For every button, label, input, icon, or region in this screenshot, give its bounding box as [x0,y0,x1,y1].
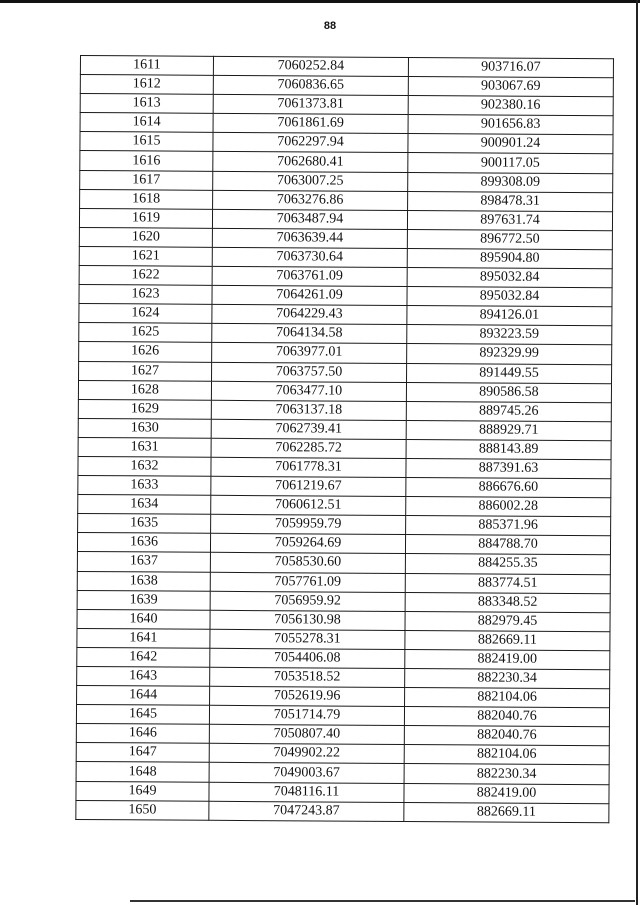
y-coordinate-cell: 883774.51 [405,573,610,593]
table-row [78,495,611,517]
table-row [78,399,611,421]
point-number-cell: 1617 [80,170,213,190]
x-coordinate-cell: 7061373.81 [213,95,408,115]
table-row [80,75,613,97]
y-coordinate-cell: 889745.26 [406,401,611,421]
table-row [80,56,613,78]
y-coordinate-cell: 891449.55 [407,363,612,383]
y-coordinate-cell: 884788.70 [405,535,610,555]
x-coordinate-cell: 7061219.67 [211,476,406,496]
y-coordinate-cell: 882419.00 [404,783,609,803]
point-number-cell: 1620 [79,227,212,247]
y-coordinate-cell: 887391.63 [406,458,611,478]
table-row [76,705,609,727]
point-number-cell: 1613 [80,94,213,114]
x-coordinate-cell: 7063761.09 [212,266,407,286]
y-coordinate-cell: 883348.52 [405,592,610,612]
table-row [79,285,612,307]
page-bottom-border [130,900,635,902]
point-number-cell: 1647 [76,743,209,763]
y-coordinate-cell: 901656.83 [408,115,613,135]
point-number-cell: 1645 [76,705,209,725]
x-coordinate-cell: 7063137.18 [211,400,406,420]
y-coordinate-cell: 895032.84 [407,268,612,288]
page-number: 88 [323,20,337,32]
y-coordinate-cell: 898478.31 [408,191,613,211]
table-row [77,552,610,574]
y-coordinate-cell: 882104.06 [404,745,609,765]
point-number-cell: 1650 [76,800,209,820]
table-row [78,514,611,536]
y-coordinate-cell: 892329.99 [407,344,612,364]
x-coordinate-cell: 7063977.01 [212,343,407,363]
y-coordinate-cell: 900117.05 [408,153,613,173]
y-coordinate-cell: 882040.76 [404,707,609,727]
x-coordinate-cell: 7059264.69 [210,534,405,554]
x-coordinate-cell: 7063639.44 [212,228,407,248]
x-coordinate-cell: 7050807.40 [209,725,404,745]
x-coordinate-cell: 7062680.41 [213,152,408,172]
y-coordinate-cell: 894126.01 [407,306,612,326]
table-row [79,227,612,249]
y-coordinate-cell: 886002.28 [406,497,611,517]
point-number-cell: 1648 [76,762,209,782]
x-coordinate-cell: 7055278.31 [210,629,405,649]
point-number-cell: 1619 [79,208,212,228]
point-number-cell: 1622 [79,266,212,286]
table-row [79,361,612,383]
point-number-cell: 1631 [78,437,211,457]
x-coordinate-cell: 7059959.79 [211,515,406,535]
y-coordinate-cell: 890586.58 [406,382,611,402]
table-row [77,571,610,593]
point-number-cell: 1625 [79,323,212,343]
x-coordinate-cell: 7064134.58 [212,324,407,344]
table-row [78,476,611,498]
point-number-cell: 1614 [80,113,213,133]
x-coordinate-cell: 7060612.51 [211,495,406,515]
table-row [78,418,611,440]
y-coordinate-cell: 895032.84 [407,287,612,307]
x-coordinate-cell: 7063276.86 [213,190,408,210]
point-number-cell: 1644 [77,686,210,706]
point-number-cell: 1621 [79,246,212,266]
table-row [79,342,612,364]
point-number-cell: 1615 [80,132,213,152]
table-row [80,132,613,154]
y-coordinate-cell: 900901.24 [408,134,613,154]
y-coordinate-cell: 899308.09 [408,172,613,192]
table-row [80,94,613,116]
y-coordinate-cell: 882419.00 [405,649,610,669]
page-top-border [0,0,640,3]
table-row [77,590,610,612]
table-row [76,724,609,746]
point-number-cell: 1646 [76,724,209,744]
x-coordinate-cell: 7056959.92 [210,591,405,611]
x-coordinate-cell: 7064229.43 [212,305,407,325]
y-coordinate-cell: 882979.45 [405,611,610,631]
point-number-cell: 1638 [77,571,210,591]
point-number-cell: 1623 [79,285,212,305]
y-coordinate-cell: 882230.34 [405,668,610,688]
y-coordinate-cell: 903067.69 [408,77,613,97]
point-number-cell: 1629 [78,399,211,419]
y-coordinate-cell: 885371.96 [406,516,611,536]
x-coordinate-cell: 7052619.96 [210,686,405,706]
table-row [78,456,611,478]
y-coordinate-cell: 897631.74 [407,210,612,230]
table-row [77,666,610,688]
table-row [79,266,612,288]
point-number-cell: 1639 [77,590,210,610]
x-coordinate-cell: 7057761.09 [210,572,405,592]
y-coordinate-cell: 888143.89 [406,439,611,459]
point-number-cell: 1626 [79,342,212,362]
point-number-cell: 1633 [78,476,211,496]
y-coordinate-cell: 902380.16 [408,96,613,116]
point-number-cell: 1618 [80,189,213,209]
point-number-cell: 1641 [77,628,210,648]
x-coordinate-cell: 7048116.11 [209,782,404,802]
x-coordinate-cell: 7060836.65 [213,75,408,95]
x-coordinate-cell: 7064261.09 [212,285,407,305]
table-row [79,208,612,230]
x-coordinate-cell: 7061778.31 [211,457,406,477]
point-number-cell: 1628 [78,380,211,400]
x-coordinate-cell: 7062739.41 [211,419,406,439]
point-number-cell: 1624 [79,304,212,324]
point-number-cell: 1636 [77,533,210,553]
y-coordinate-cell: 882040.76 [404,726,609,746]
x-coordinate-cell: 7053518.52 [210,667,405,687]
table-row [80,170,613,192]
x-coordinate-cell: 7063487.94 [212,209,407,229]
table-row [77,609,610,631]
table-row [80,113,613,135]
table-row [80,189,613,211]
coordinates-table-body [76,56,614,823]
table-row [77,647,610,669]
point-number-cell: 1627 [79,361,212,381]
point-number-cell: 1649 [76,781,209,801]
table-row [77,628,610,650]
table-row [80,151,613,173]
point-number-cell: 1634 [78,495,211,515]
point-number-cell: 1637 [77,552,210,572]
x-coordinate-cell: 7056130.98 [210,610,405,630]
table-row [76,762,609,784]
point-number-cell: 1616 [80,151,213,171]
x-coordinate-cell: 7051714.79 [209,705,404,725]
table-row [77,686,610,708]
x-coordinate-cell: 7047243.87 [209,801,404,821]
y-coordinate-cell: 886676.60 [406,478,611,498]
coordinates-table [75,55,614,823]
page-right-border [636,0,638,905]
table-row [78,437,611,459]
point-number-cell: 1632 [78,456,211,476]
y-coordinate-cell: 896772.50 [407,229,612,249]
y-coordinate-cell: 903716.07 [408,58,613,78]
point-number-cell: 1611 [80,56,213,76]
table-row [78,380,611,402]
point-number-cell: 1630 [78,418,211,438]
y-coordinate-cell: 882669.11 [404,802,609,822]
point-number-cell: 1612 [80,75,213,95]
y-coordinate-cell: 888929.71 [406,420,611,440]
table-row [76,781,609,803]
x-coordinate-cell: 7062297.94 [213,133,408,153]
y-coordinate-cell: 895904.80 [407,248,612,268]
x-coordinate-cell: 7058530.60 [210,553,405,573]
x-coordinate-cell: 7049003.67 [209,763,404,783]
table-row [76,800,609,822]
table-row [79,246,612,268]
point-number-cell: 1640 [77,609,210,629]
x-coordinate-cell: 7063757.50 [212,362,407,382]
x-coordinate-cell: 7062285.72 [211,438,406,458]
x-coordinate-cell: 7061861.69 [213,114,408,134]
x-coordinate-cell: 7063007.25 [213,171,408,191]
table-row [79,323,612,345]
y-coordinate-cell: 882669.11 [405,630,610,650]
table-row [79,304,612,326]
y-coordinate-cell: 893223.59 [407,325,612,345]
x-coordinate-cell: 7060252.84 [213,56,408,76]
table-row [77,533,610,555]
y-coordinate-cell: 882230.34 [404,764,609,784]
y-coordinate-cell: 882104.06 [405,688,610,708]
point-number-cell: 1643 [77,666,210,686]
point-number-cell: 1635 [78,514,211,534]
y-coordinate-cell: 884255.35 [405,554,610,574]
x-coordinate-cell: 7049902.22 [209,744,404,764]
table-row [76,743,609,765]
x-coordinate-cell: 7063477.10 [211,381,406,401]
point-number-cell: 1642 [77,647,210,667]
x-coordinate-cell: 7054406.08 [210,648,405,668]
x-coordinate-cell: 7063730.64 [212,247,407,267]
